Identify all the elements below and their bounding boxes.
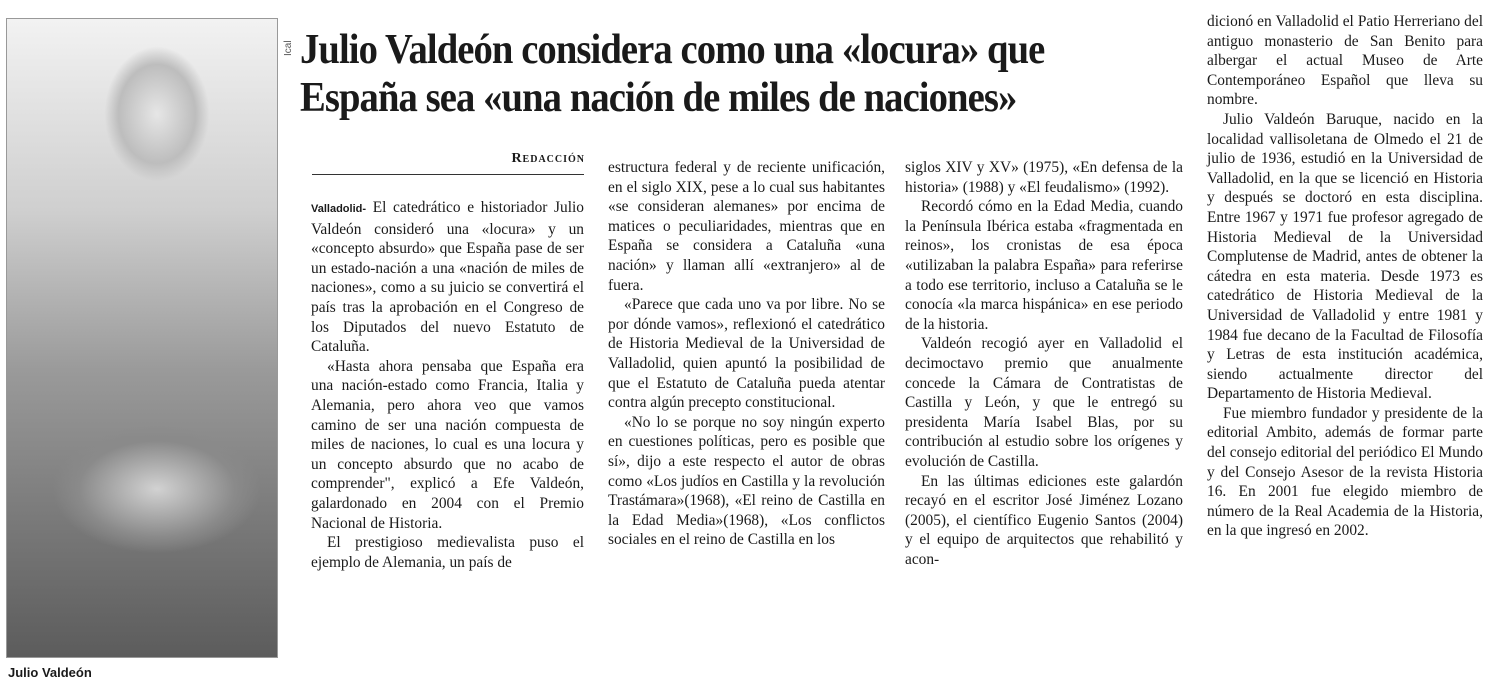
article-column-1 [311, 198, 584, 572]
article-column-4 [1207, 12, 1483, 541]
article-paragraph: En las últimas ediciones este galardón recayó en el escritor José Jiménez Lozano (2005), el científico Eugenio Santos (2004) y el equipo de arquitectos que rehabilitó y acon- [905, 472, 1183, 568]
photo-caption: Julio Valdeón [8, 665, 92, 680]
article-paragraph: «No lo se porque no soy ningún experto en cuestiones políticas, pero es posible que sí», dijo a este respecto el autor de obras como «Los judíos en Castilla y la revolución Trastámara»(1968), «El reino de Castilla en la Edad Media»(1968), «Los conflictos sociales en el reino de Castilla en los [608, 413, 885, 549]
article-paragraph: Julio Valdeón Baruque, nacido en la localidad vallisoletana de Olmedo el 21 de julio de 1936, estudió en la Universidad de Valladolid, en la que se licenció en Historia y después se doctoró en esta disciplina. Entre 1967 y 1971 fue profesor agregado de Historia Medieval de la Universidad Complutense de Madrid, antes de obtener la cátedra en esta materia. Desde 1973 es catedrático de Historia Medieval de la Universidad de Valladolid y entre 1981 y 1984 fue decano de la Facultad de Filosofía y Letras de esta institución académica, siendo actualmente director del Departamento de Historia Medieval. [1207, 110, 1483, 403]
dateline: Valladolid- [311, 203, 367, 215]
article-paragraph: estructura federal y de reciente unificación, en el siglo XIX, pese a lo cual sus habitantes «se consideran alemanes» por encima de matices o peculiaridades, mientras que en España se considera a Cataluña «una nación» y llaman allí «extranjero» al de fuera. [608, 159, 885, 294]
article-column-2 [608, 158, 885, 550]
article-paragraph: Fue miembro fundador y presidente de la editorial Ambito, además de formar parte del consejo editorial del periódico El Mundo y del Consejo Asesor de la revista Historia 16. En 2001 fue elegido miembro de número de la Real Academia de la Historia, en la que ingresó en 2002. [1207, 404, 1483, 540]
article-paragraph: Recordó cómo en la Edad Media, cuando la Península Ibérica estaba «fragmentada en reinos», los cronistas de esa época «utilizaban la palabra España» para referirse a todo ese territorio, incluso a Cataluña se le conocía «la marca hispánica» en ese periodo de la historia. [905, 198, 1183, 333]
photo-credit: Ical [283, 40, 294, 56]
article-paragraph: «Hasta ahora pensaba que España era una nación-estado como Francia, Italia y Alemania, pero ahora veo que vamos camino de ser una nación compuesta de miles de naciones, lo cual es una locura y un concepto absurdo que no acabo de comprender", explicó a Efe Valdeón, galardonado en 2004 con el Premio Nacional de Historia. [311, 357, 584, 532]
article-paragraph: «Parece que cada uno va por libre. No se por dónde vamos», reflexionó el catedrático de Historia Medieval de la Universidad de Valladolid, quien apuntó la posibilidad de que el Estatuto de Cataluña pueda atentar contra algún precepto constitucional. [608, 296, 885, 412]
paragraph-text: El catedrático e historiador Julio Valdeón consideró una «locura» y un «concepto absurdo» que España pase de ser un estado-nación a una «nación de miles de naciones», como a su juicio se convertirá el país tras la aprobación en el Congreso de los Diputados del nuevo Estatuto de Cataluña. [311, 199, 584, 356]
byline: Redacción [511, 151, 585, 166]
portrait-photo [6, 18, 278, 658]
headline: Julio Valdeón considera como una «locura» que España sea «una nación de miles de naciones» [300, 27, 1045, 121]
byline-rule [312, 174, 584, 175]
article-paragraph: dicionó en Valladolid el Patio Herreriano del antiguo monasterio de San Benito para albergar el actual Museo de Arte Contemporáneo Español que lleva su nombre. [1207, 13, 1483, 109]
article-paragraph: siglos XIV y XV» (1975), «En defensa de la historia» (1988) y «El feudalismo» (1992). [905, 159, 1183, 196]
article-paragraph: Valdeón recogió ayer en Valladolid el decimoctavo premio que anualmente concede la Cámara de Contratistas de Castilla y León, y que le entregó su presidenta María Isabel Blas, por su contribución al estudio sobre los orígenes y evolución de Castilla. [905, 335, 1183, 470]
article-column-3 [905, 158, 1183, 569]
article-paragraph: El prestigioso medievalista puso el ejemplo de Alemania, un país de [311, 534, 584, 571]
article-paragraph [311, 198, 584, 357]
